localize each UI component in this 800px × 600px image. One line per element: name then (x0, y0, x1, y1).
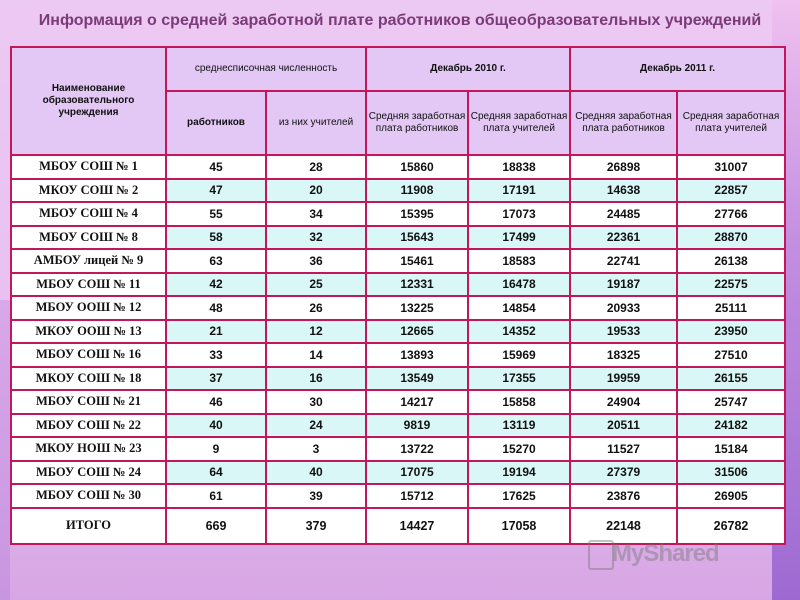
cell-w2011: 27379 (570, 461, 677, 485)
cell-w2011: 20933 (570, 296, 677, 320)
cell-t2010: 17191 (468, 179, 570, 203)
table-row (11, 367, 785, 391)
cell-w2011: 18325 (570, 343, 677, 367)
cell-workers: 48 (166, 296, 266, 320)
cell-w2010: 15461 (366, 249, 468, 273)
header-avg-pay-workers-2010: Средняя заработная плата работников (366, 91, 468, 155)
cell-workers: 33 (166, 343, 266, 367)
cell-name: МБОУ СОШ № 30 (11, 484, 166, 508)
cell-name: МКОУ СОШ № 18 (11, 367, 166, 391)
decorative-left-band (0, 300, 10, 600)
cell-t2011: 26155 (677, 367, 785, 391)
cell-t2011: 26905 (677, 484, 785, 508)
total-cell-t2011: 26782 (677, 508, 785, 544)
cell-workers: 55 (166, 202, 266, 226)
cell-workers: 42 (166, 273, 266, 297)
cell-workers: 46 (166, 390, 266, 414)
cell-t2010: 15858 (468, 390, 570, 414)
header-avg-pay-teachers-2011: Средняя заработная плата учителей (677, 91, 785, 155)
cell-name: МБОУ СОШ № 11 (11, 273, 166, 297)
cell-w2010: 14217 (366, 390, 468, 414)
cell-w2011: 23876 (570, 484, 677, 508)
cell-w2010: 15643 (366, 226, 468, 250)
cell-w2011: 24904 (570, 390, 677, 414)
cell-teachers: 3 (266, 437, 366, 461)
cell-workers: 21 (166, 320, 266, 344)
cell-t2010: 14854 (468, 296, 570, 320)
cell-name: МБОУ СОШ № 24 (11, 461, 166, 485)
cell-name: МКОУ НОШ № 23 (11, 437, 166, 461)
table-row (11, 226, 785, 250)
total-cell-teachers: 379 (266, 508, 366, 544)
cell-t2010: 17355 (468, 367, 570, 391)
cell-workers: 58 (166, 226, 266, 250)
cell-name: МБОУ СОШ № 1 (11, 155, 166, 179)
cell-t2010: 18583 (468, 249, 570, 273)
table-row (11, 437, 785, 461)
cell-workers: 63 (166, 249, 266, 273)
cell-w2010: 11908 (366, 179, 468, 203)
cell-w2010: 15860 (366, 155, 468, 179)
cell-w2011: 20511 (570, 414, 677, 438)
table-row (11, 461, 785, 485)
cell-w2011: 24485 (570, 202, 677, 226)
cell-w2010: 9819 (366, 414, 468, 438)
cell-t2010: 18838 (468, 155, 570, 179)
cell-teachers: 16 (266, 367, 366, 391)
cell-t2011: 31007 (677, 155, 785, 179)
cell-workers: 40 (166, 414, 266, 438)
cell-t2010: 17499 (468, 226, 570, 250)
cell-workers: 64 (166, 461, 266, 485)
cell-t2011: 22575 (677, 273, 785, 297)
watermark: MyShared (612, 540, 719, 567)
total-cell-w2011: 22148 (570, 508, 677, 544)
table-row (11, 414, 785, 438)
table-row (11, 390, 785, 414)
cell-name: МКОУ ООШ № 13 (11, 320, 166, 344)
page-title: Информация о средней заработной плате работников общеобразовательных учреждений (38, 12, 762, 29)
total-row (11, 508, 785, 544)
table-row (11, 343, 785, 367)
cell-workers: 47 (166, 179, 266, 203)
cell-w2010: 15395 (366, 202, 468, 226)
cell-w2011: 19187 (570, 273, 677, 297)
table-row (11, 179, 785, 203)
cell-w2010: 13225 (366, 296, 468, 320)
watermark-icon (588, 540, 614, 570)
cell-t2011: 26138 (677, 249, 785, 273)
cell-w2010: 17075 (366, 461, 468, 485)
salary-table (10, 46, 786, 545)
cell-name: МБОУ СОШ № 8 (11, 226, 166, 250)
header-december-2011: Декабрь 2011 г. (570, 47, 785, 91)
cell-teachers: 40 (266, 461, 366, 485)
cell-teachers: 20 (266, 179, 366, 203)
cell-t2010: 17625 (468, 484, 570, 508)
total-cell-name: ИТОГО (11, 508, 166, 544)
cell-t2011: 28870 (677, 226, 785, 250)
cell-t2010: 14352 (468, 320, 570, 344)
cell-t2011: 27766 (677, 202, 785, 226)
table-row (11, 155, 785, 179)
cell-teachers: 25 (266, 273, 366, 297)
cell-name: МБОУ СОШ № 4 (11, 202, 166, 226)
cell-workers: 61 (166, 484, 266, 508)
header-december-2010: Декабрь 2010 г. (366, 47, 570, 91)
cell-t2011: 24182 (677, 414, 785, 438)
cell-w2010: 12665 (366, 320, 468, 344)
cell-t2010: 16478 (468, 273, 570, 297)
cell-name: МКОУ СОШ № 2 (11, 179, 166, 203)
cell-workers: 9 (166, 437, 266, 461)
cell-teachers: 28 (266, 155, 366, 179)
table-row (11, 320, 785, 344)
cell-t2010: 13119 (468, 414, 570, 438)
cell-w2011: 26898 (570, 155, 677, 179)
cell-w2011: 19959 (570, 367, 677, 391)
table-row (11, 273, 785, 297)
header-headcount-group: среднесписочная численность (166, 47, 366, 91)
table-row (11, 296, 785, 320)
cell-t2010: 15969 (468, 343, 570, 367)
cell-t2011: 25111 (677, 296, 785, 320)
total-cell-t2010: 17058 (468, 508, 570, 544)
cell-w2010: 12331 (366, 273, 468, 297)
cell-t2010: 15270 (468, 437, 570, 461)
cell-name: АМБОУ лицей № 9 (11, 249, 166, 273)
cell-t2011: 31506 (677, 461, 785, 485)
header-teachers-of-them: из них учителей (266, 91, 366, 155)
header-workers: работников (166, 91, 266, 155)
cell-teachers: 14 (266, 343, 366, 367)
header-avg-pay-workers-2011: Средняя заработная плата работников (570, 91, 677, 155)
cell-name: МБОУ ООШ № 12 (11, 296, 166, 320)
cell-teachers: 26 (266, 296, 366, 320)
cell-w2011: 14638 (570, 179, 677, 203)
cell-name: МБОУ СОШ № 22 (11, 414, 166, 438)
cell-workers: 45 (166, 155, 266, 179)
cell-teachers: 39 (266, 484, 366, 508)
cell-w2010: 13893 (366, 343, 468, 367)
cell-teachers: 24 (266, 414, 366, 438)
cell-t2011: 27510 (677, 343, 785, 367)
total-cell-workers: 669 (166, 508, 266, 544)
table-row (11, 249, 785, 273)
cell-t2010: 17073 (468, 202, 570, 226)
cell-w2011: 11527 (570, 437, 677, 461)
cell-w2011: 22741 (570, 249, 677, 273)
cell-w2010: 13722 (366, 437, 468, 461)
table-row (11, 484, 785, 508)
cell-w2011: 22361 (570, 226, 677, 250)
cell-w2010: 15712 (366, 484, 468, 508)
total-cell-w2010: 14427 (366, 508, 468, 544)
table-row (11, 202, 785, 226)
header-avg-pay-teachers-2010: Средняя заработная плата учителей (468, 91, 570, 155)
cell-t2011: 25747 (677, 390, 785, 414)
cell-t2011: 15184 (677, 437, 785, 461)
cell-teachers: 34 (266, 202, 366, 226)
header-institution-name: Наименование образовательного учреждения (11, 47, 166, 155)
cell-t2011: 23950 (677, 320, 785, 344)
cell-teachers: 36 (266, 249, 366, 273)
cell-name: МБОУ СОШ № 21 (11, 390, 166, 414)
cell-workers: 37 (166, 367, 266, 391)
cell-t2011: 22857 (677, 179, 785, 203)
cell-teachers: 32 (266, 226, 366, 250)
cell-teachers: 12 (266, 320, 366, 344)
cell-w2010: 13549 (366, 367, 468, 391)
cell-name: МБОУ СОШ № 16 (11, 343, 166, 367)
cell-t2010: 19194 (468, 461, 570, 485)
cell-w2011: 19533 (570, 320, 677, 344)
cell-teachers: 30 (266, 390, 366, 414)
